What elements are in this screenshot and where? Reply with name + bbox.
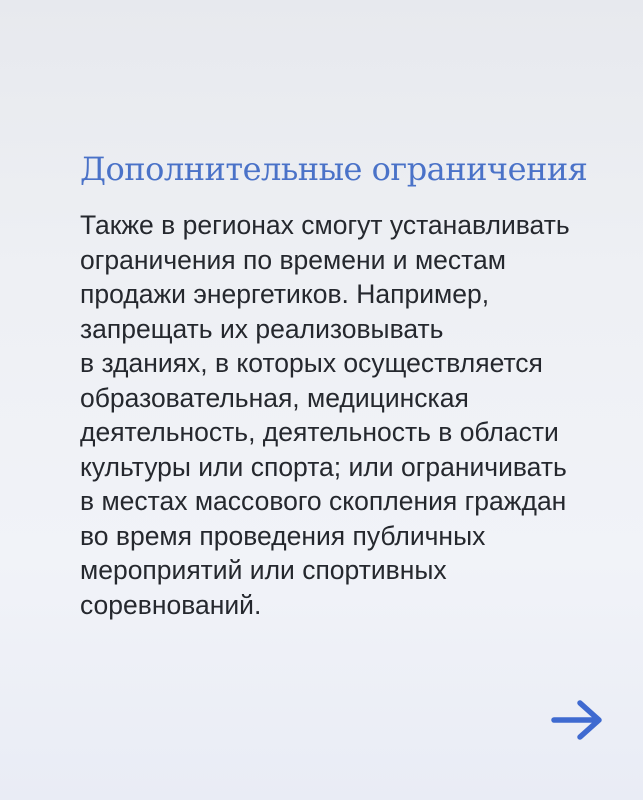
body-line: продажи энергетиков. Например, <box>80 279 490 309</box>
body-paragraph <box>80 208 625 622</box>
body-line: запрещать их реализовывать <box>80 313 444 344</box>
page-title: Дополнительные ограничения <box>80 150 588 188</box>
body-line: образовательная, медицинская <box>80 382 469 413</box>
body-line: соревнований. <box>80 589 262 620</box>
body-line: деятельность, деятельность в области <box>80 417 559 447</box>
body-line: в зданиях, в которых осуществляется <box>80 348 543 378</box>
body-line: во время проведения публичных <box>80 520 486 551</box>
body-line: культуры или спорта; или ограничивать <box>80 451 567 482</box>
body-line: Также в регионах смогут устанавливать <box>80 210 570 240</box>
body-line: ограничения по времени и местам <box>80 244 506 275</box>
body-line: в местах массового скопления граждан <box>80 486 567 516</box>
arrow-right-icon[interactable] <box>550 698 606 742</box>
body-line: мероприятий или спортивных <box>80 555 447 585</box>
